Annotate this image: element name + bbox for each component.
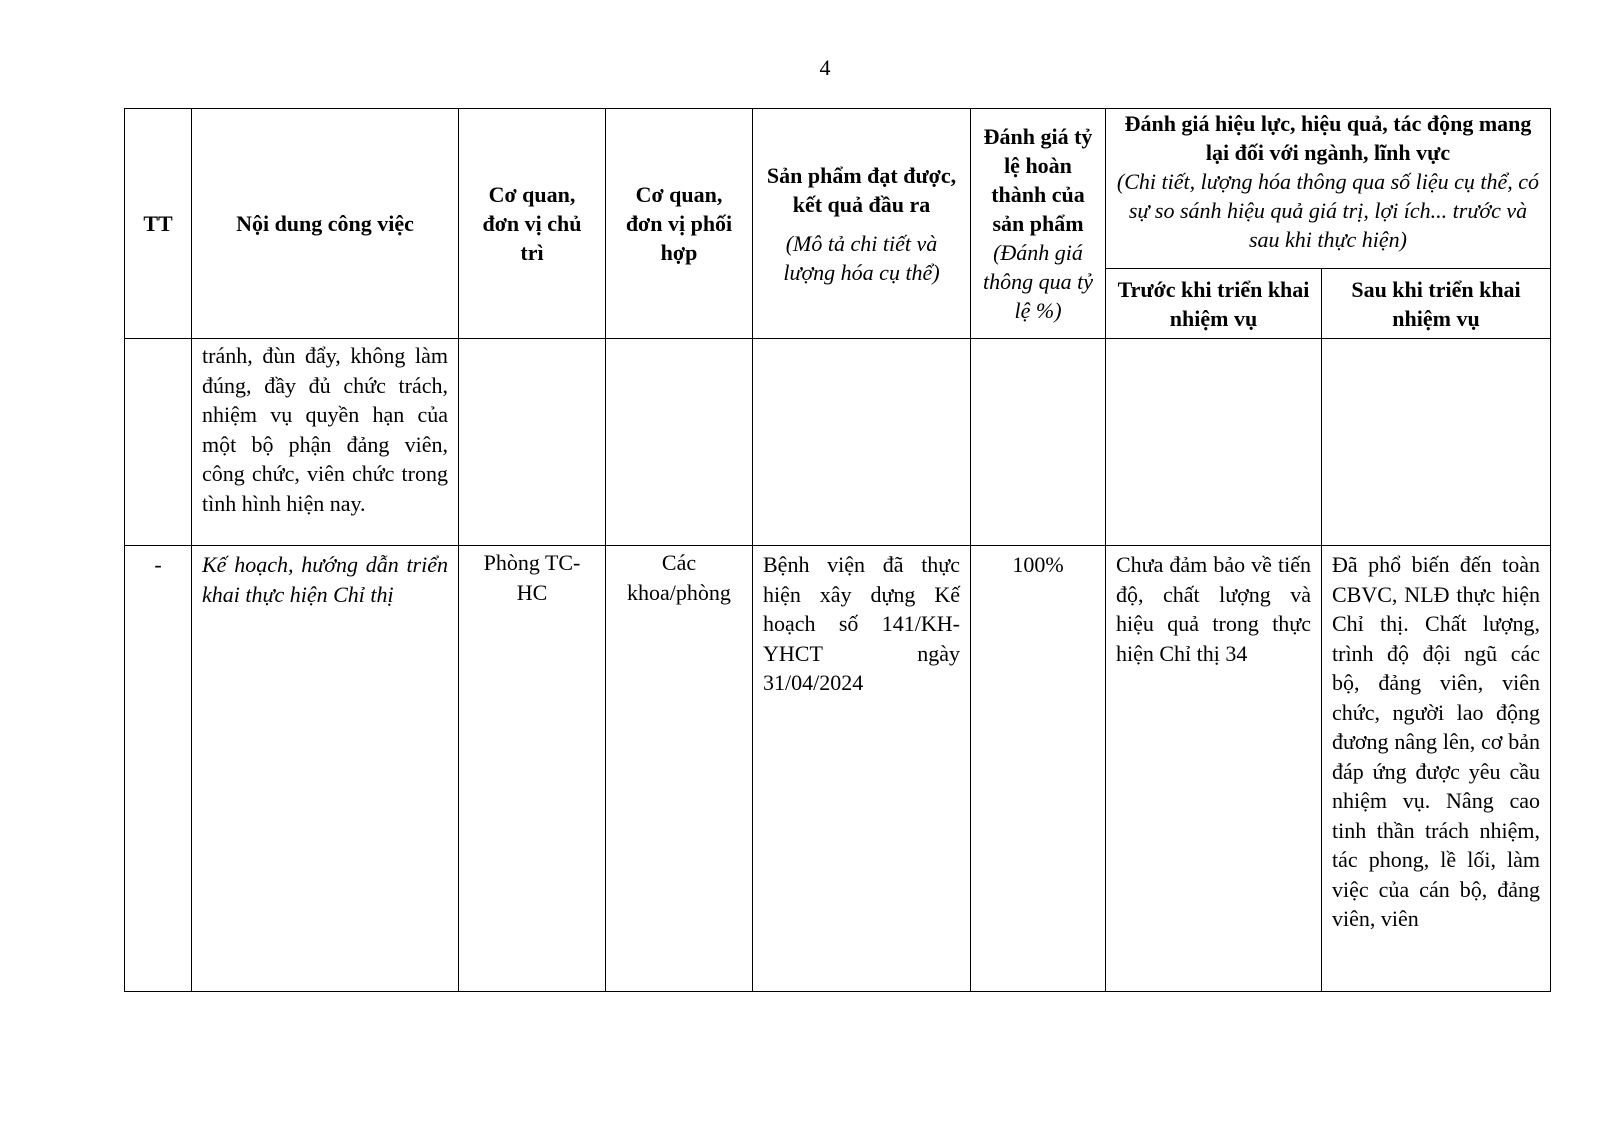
row-tt	[125, 339, 192, 546]
header-lead-unit: Cơ quan, đơn vị chủ trì	[459, 109, 606, 339]
row-rate	[971, 339, 1106, 546]
row-product	[753, 339, 971, 546]
header-coop-unit: Cơ quan, đơn vị phối hợp	[606, 109, 753, 339]
row-content: tránh, đùn đẩy, không làm đúng, đầy đủ chức trách, nhiệm vụ quyền hạn của một bộ phận đảng viên, công chức, viên chức trong tình hình hiện nay.	[192, 339, 459, 546]
row-content: Kế hoạch, hướng dẫn triển khai thực hiện Chỉ thị	[192, 546, 459, 992]
row-before: Chưa đảm bảo về tiến độ, chất lượng và hiệu quả trong thực hiện Chỉ thị 34	[1106, 546, 1322, 992]
header-impact-title: Đánh giá hiệu lực, hiệu quả, tác động mang lại đối với ngành, lĩnh vực	[1124, 111, 1532, 165]
page-number: 4	[819, 55, 831, 80]
row-tt: -	[125, 546, 192, 992]
row-coop-unit: Các khoa/phòng	[606, 546, 753, 992]
table-row	[125, 339, 1551, 546]
header-after: Sau khi triển khai nhiệm vụ	[1322, 269, 1551, 339]
row-before	[1106, 339, 1322, 546]
header-rate-note: (Đánh giá thông qua tỷ lệ %)	[983, 240, 1093, 323]
row-lead-unit	[459, 339, 606, 546]
row-after: Đã phổ biến đến toàn CBVC, NLĐ thực hiện Chỉ thị. Chất lượng, trình độ đội ngũ các bộ, đảng viên, viên chức, người lao động đương nâng lên, cơ bản đáp ứng được yêu cầu nhiệm vụ. Nâng cao tinh thần trách nhiệm, tác phong, lề lối, làm việc của cán bộ, đảng viên, viên	[1322, 546, 1551, 992]
header-before: Trước khi triển khai nhiệm vụ	[1106, 269, 1322, 339]
header-product	[753, 109, 971, 339]
header-rate-title: Đánh giá tỷ lệ hoàn thành của sản phẩm	[983, 124, 1093, 236]
header-rate	[971, 109, 1106, 339]
row-coop-unit	[606, 339, 753, 546]
header-content: Nội dung công việc	[192, 109, 459, 339]
header-product-note: (Mô tả chi tiết và lượng hóa cụ thể)	[783, 230, 940, 285]
row-after	[1322, 339, 1551, 546]
table-row	[125, 546, 1551, 992]
header-product-title: Sản phẩm đạt được, kết quả đầu ra	[766, 162, 957, 217]
row-product: Bệnh viện đã thực hiện xây dựng Kế hoạch số 141/KH-YHCT ngày 31/04/2024	[753, 546, 971, 992]
row-rate: 100%	[971, 546, 1106, 992]
header-tt: TT	[125, 109, 192, 339]
row-lead-unit: Phòng TC-HC	[459, 546, 606, 992]
header-impact-note: (Chi tiết, lượng hóa thông qua số liệu cụ thể, có sự so sánh hiệu quả giá trị, lợi ích... trước và sau khi thực hiện)	[1116, 169, 1540, 252]
header-row	[125, 109, 1551, 269]
report-table	[124, 108, 1551, 992]
header-impact	[1106, 109, 1551, 269]
